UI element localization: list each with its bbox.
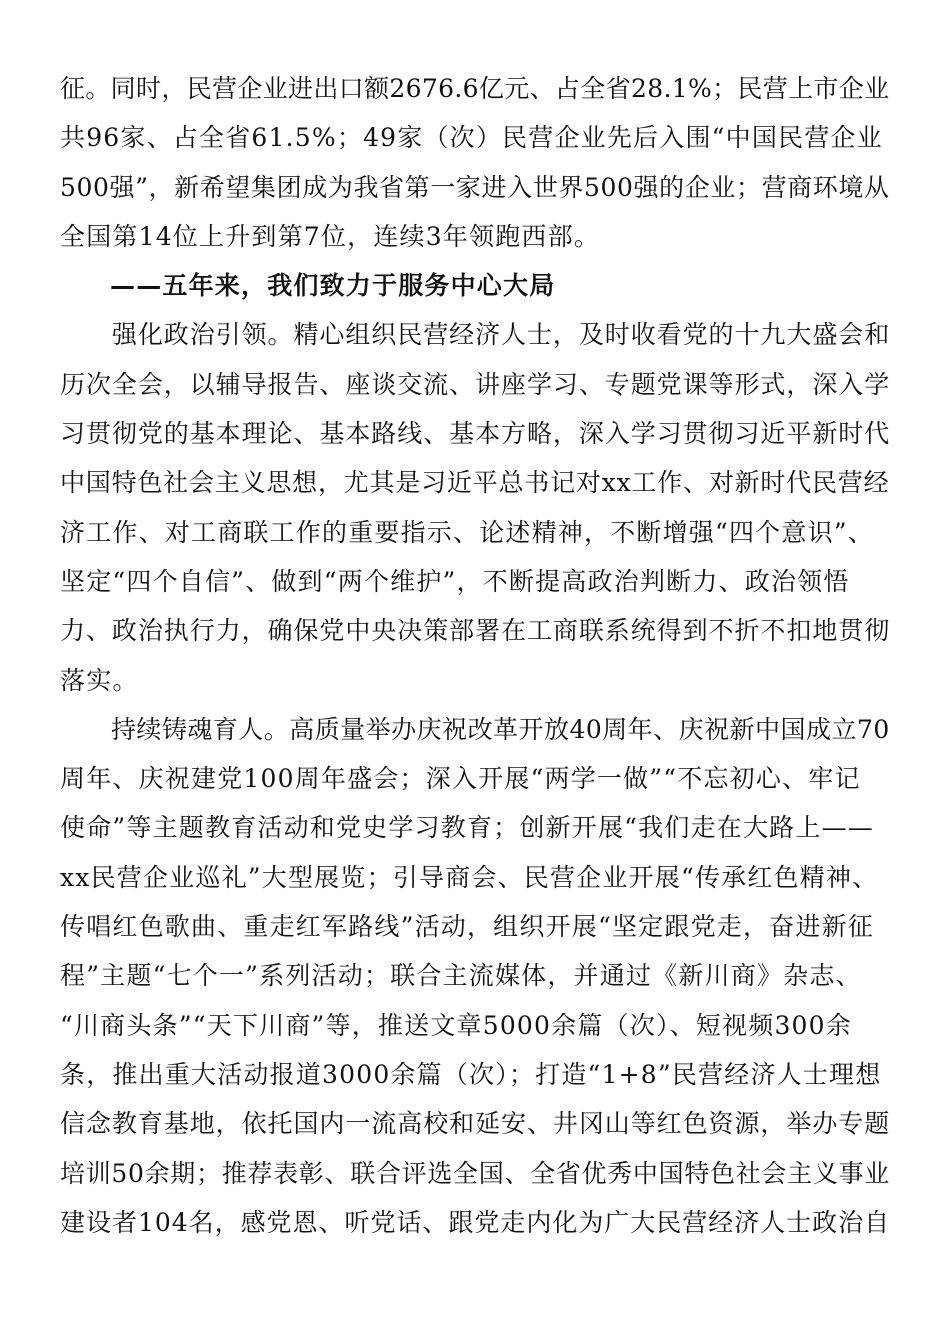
text-line: 建设者104名，感党恩、听党话、跟党走内化为广大民营经济人士政治自 — [60, 1207, 891, 1237]
text-line: 落实。 — [60, 665, 139, 695]
text-line: xx民营企业巡礼”大型展览；引导商会、民营企业开展“传承红色精神、 — [60, 862, 879, 892]
paragraph-start: 持续铸魂育人。高质量举办庆祝改革开放40周年、庆祝新中国成立70 — [60, 714, 890, 744]
text-line: 周年、庆祝建党100周年盛会；深入开展“两学一做”“不忘初心、牢记 — [60, 764, 861, 794]
text-line: 历次全会，以辅导报告、座谈交流、讲座学习、专题党课等形式，深入学 — [60, 369, 891, 399]
text-line: 共96家、占全省61.5%；49家（次）民营企业先后入围“中国民营企业 — [60, 123, 883, 153]
text-line: “川商头条”“天下川商”等，推送文章5000余篇（次）、短视频300余 — [60, 1010, 852, 1040]
text-line: 500强”，新希望集团成为我省第一家进入世界500强的企业；营商环境从 — [60, 172, 890, 202]
text-line: 信念教育基地，依托国内一流高校和延安、井冈山等红色资源，举办专题 — [60, 1109, 891, 1139]
text-line: 传唱红色歌曲、重走红军路线”活动，组织开展“坚定跟党走，奋进新征 — [60, 912, 874, 942]
text-line: 全国第14位上升到第7位，连续3年领跑西部。 — [60, 221, 601, 251]
text-line: 程”主题“七个一”系列活动；联合主流媒体，并通过《新川商》杂志、 — [60, 961, 862, 991]
text-line: 培训50余期；推荐表彰、联合评选全国、全省优秀中国特色社会主义事业 — [60, 1158, 890, 1188]
text-line: 条，推出重大活动报道3000余篇（次）；打造“1+8”民营经济人士理想 — [60, 1059, 882, 1089]
paragraph-start: 强化政治引领。精心组织民营经济人士，及时收看党的十九大盛会和 — [60, 320, 891, 350]
text-line: 力、政治执行力，确保党中央决策部署在工商联系统得到不折不扣地贯彻 — [60, 616, 891, 646]
text-line: 中国特色社会主义思想，尤其是习近平总书记对xx工作、对新时代民营经 — [60, 468, 890, 498]
text-line: 征。同时，民营企业进出口额2676.6亿元、占全省28.1%；民营上市企业 — [60, 74, 890, 103]
text-line: 使命”等主题教育活动和党史学习教育；创新开展“我们走在大路上—— — [60, 813, 874, 843]
section-heading: ——五年来，我们致力于服务中心大局 — [110, 271, 556, 301]
text-line: 济工作、对工商联工作的重要指示、论述精神，不断增强“四个意识”、 — [60, 517, 874, 547]
text-line: 坚定“四个自信”、做到“两个维护”，不断提高政治判断力、政治领悟 — [60, 566, 850, 596]
text-line: 习贯彻党的基本理论、基本路线、基本方略，深入学习贯彻习近平新时代 — [60, 419, 891, 449]
